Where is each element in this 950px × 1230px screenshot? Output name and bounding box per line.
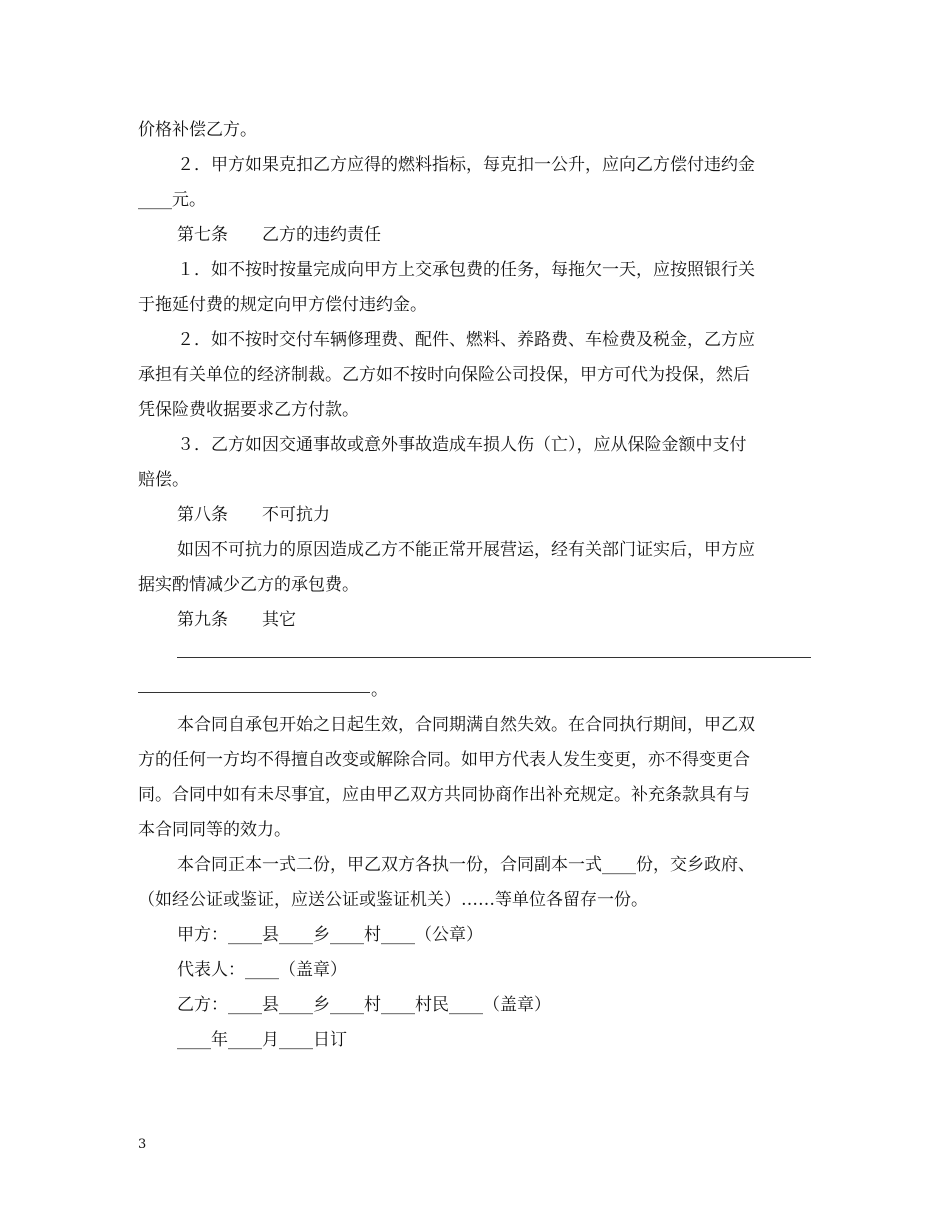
article-7-item-2-line-1: ２．如不按时交付车辆修理费、配件、燃料、养路费、车检费及税金，乙方应	[177, 330, 755, 350]
article-7-item-2-line-2: 承担有关单位的经济制裁。乙方如不按时向保险公司投保，甲方可代为投保，然后	[138, 365, 750, 385]
copies-paragraph-line-2: （如经公证或鉴证，应送公证或鉴证机关）……等单位各留存一份。	[138, 890, 648, 910]
paragraph-line-compensation-end: 价格补偿乙方。	[138, 120, 257, 140]
copies-paragraph-line-1: 本合同正本一式二份，甲乙双方各执一份，合同副本一式____份，交乡政府、	[177, 855, 755, 875]
representative-signature-line: 代表人：____（盖章）	[177, 960, 347, 980]
party-b-signature-line: 乙方：____县____乡____村____村民____（盖章）	[177, 995, 551, 1015]
article-7-item-3-line-2: 赔偿。	[138, 470, 189, 490]
clause-6-item-2-line-2: ____元。	[138, 190, 206, 210]
article-8-body-line-1: 如因不可抗力的原因造成乙方不能正常开展营运，经有关部门证实后，甲方应	[177, 540, 755, 560]
fill-in-blank-line-1	[177, 657, 811, 658]
article-7-item-1-line-2: 于拖延付费的规定向甲方偿付违约金。	[138, 295, 427, 315]
fill-in-blank-line-2	[138, 692, 370, 693]
article-9-heading: 第九条 其它	[177, 610, 296, 630]
party-a-signature-line: 甲方：____县____乡____村____（公章）	[177, 925, 483, 945]
page-number: 3	[138, 1137, 147, 1152]
effectiveness-paragraph-line-1: 本合同自承包开始之日起生效，合同期满自然失效。在合同执行期间，甲乙双	[177, 715, 755, 735]
article-8-heading: 第八条 不可抗力	[177, 505, 330, 525]
blank-line-end-mark: 。	[371, 680, 388, 700]
article-7-item-3-line-1: ３．乙方如因交通事故或意外事故造成车损人伤（亡），应从保险金额中支付	[177, 435, 747, 455]
article-7-item-2-line-3: 凭保险费收据要求乙方付款。	[138, 400, 359, 420]
effectiveness-paragraph-line-4: 本合同同等的效力。	[138, 820, 291, 840]
clause-6-item-2-line-1: ２．甲方如果克扣乙方应得的燃料指标，每克扣一公升，应向乙方偿付违约金	[177, 155, 755, 175]
article-8-body-line-2: 据实酌情减少乙方的承包费。	[138, 575, 359, 595]
effectiveness-paragraph-line-3: 同。合同中如有未尽事宜，应由甲乙双方共同协商作出补充规定。补充条款具有与	[138, 785, 750, 805]
contract-date-line: ____年____月____日订	[177, 1030, 347, 1050]
article-7-heading: 第七条 乙方的违约责任	[177, 225, 381, 245]
effectiveness-paragraph-line-2: 方的任何一方均不得擅自改变或解除合同。如甲方代表人发生变更，亦不得变更合	[138, 750, 750, 770]
article-7-item-1-line-1: １．如不按时按量完成向甲方上交承包费的任务，每拖欠一天，应按照银行关	[177, 260, 755, 280]
